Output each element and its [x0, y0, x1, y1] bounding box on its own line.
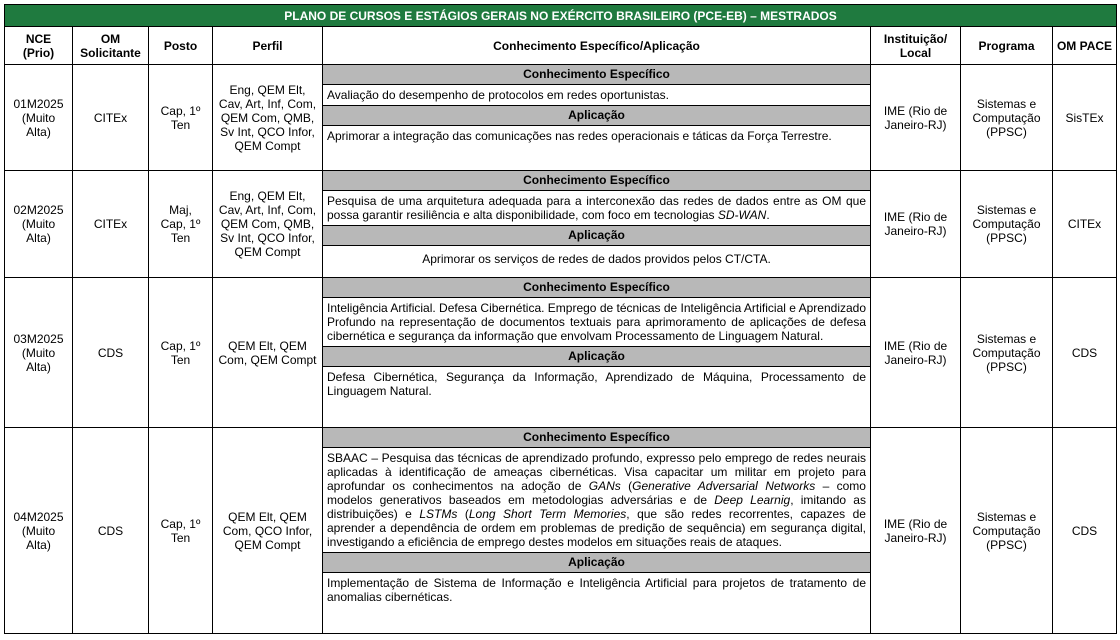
nce-cell: 04M2025 (Muito Alta) [5, 428, 73, 634]
perfil-cell: QEM Elt, QEM Com, QCO Infor, QEM Compt [213, 428, 323, 634]
text-segment: ( [620, 479, 633, 493]
header-programa: Programa [961, 27, 1053, 65]
nce-cell: 01M2025 (Muito Alta) [5, 65, 73, 171]
courses-table [4, 4, 1117, 634]
text-segment: ( [457, 507, 469, 521]
italic-term: LSTMs [419, 507, 458, 521]
italic-term: Generative Adversarial Networks [632, 479, 816, 493]
table-title: PLANO DE CURSOS E ESTÁGIOS GERAIS NO EXÉRCITO BRASILEIRO (PCE-EB) – MESTRADOS [5, 5, 1117, 27]
posto-cell: Cap, 1º Ten [149, 278, 213, 428]
application-heading: Aplicação [323, 106, 870, 126]
knowledge-cell [323, 171, 871, 278]
knowledge-heading: Conhecimento Específico [323, 428, 870, 448]
instituicao-cell: IME (Rio de Janeiro-RJ) [871, 278, 961, 428]
knowledge-cell [323, 428, 871, 634]
posto-cell: Maj, Cap, 1º Ten [149, 171, 213, 278]
header-conhecimento: Conhecimento Específico/Aplicação [323, 27, 871, 65]
application-text: Implementação de Sistema de Informação e Inteligência Artificial para projetos de tratamento de anomalias cibernéticas. [327, 576, 866, 604]
posto-cell: Cap, 1º Ten [149, 428, 213, 634]
italic-term: SD-WAN [717, 208, 767, 222]
perfil-cell: QEM Elt, QEM Com, QEM Compt [213, 278, 323, 428]
knowledge-cell [323, 278, 871, 428]
text-segment: , imitando as distribuições) e [327, 493, 866, 521]
table-row [5, 278, 1117, 428]
om-solicitante-cell: CDS [73, 278, 149, 428]
nce-cell: 03M2025 (Muito Alta) [5, 278, 73, 428]
knowledge-text: Inteligência Artificial. Defesa Cibernética. Emprego de técnicas de Inteligência Artificial e Aprendizado Profundo na representação de documentos textuais para aprimoramento de aplicações de defesa cibernética e segurança da informação que envolvam Processamento de Linguagem Natural. [323, 298, 870, 347]
knowledge-text [323, 448, 870, 553]
header-om-pace: OM PACE [1053, 27, 1117, 65]
header-posto: Posto [149, 27, 213, 65]
programa-cell: Sistemas e Computação (PPSC) [961, 278, 1053, 428]
header-om-solicitante: OM Solicitante [73, 27, 149, 65]
perfil-cell: Eng, QEM Elt, Cav, Art, Inf, Com, QEM Com, QMB, Sv Int, QCO Infor, QEM Compt [213, 65, 323, 171]
instituicao-cell: IME (Rio de Janeiro-RJ) [871, 171, 961, 278]
nce-cell: 02M2025 (Muito Alta) [5, 171, 73, 278]
italic-term: GANs [588, 479, 621, 493]
application-text: Aprimorar os serviços de redes de dados providos pelos CT/CTA. [422, 252, 771, 266]
text-segment: – como modelos generativos baseados em metodologias adversárias e de [327, 479, 866, 507]
header-row [5, 27, 1117, 65]
om-solicitante-cell: CITEx [73, 171, 149, 278]
knowledge-cell [323, 65, 871, 171]
header-perfil: Perfil [213, 27, 323, 65]
italic-term: Long Short Term Memories [468, 507, 627, 521]
programa-cell: Sistemas e Computação (PPSC) [961, 428, 1053, 634]
programa-cell: Sistemas e Computação (PPSC) [961, 65, 1053, 171]
application-heading: Aplicação [323, 226, 870, 246]
italic-term: Deep Learnig [714, 493, 791, 507]
om-pace-cell: CDS [1053, 428, 1117, 634]
text-segment: SBAAC – Pesquisa das técnicas de aprendizado profundo, expresso pelo emprego de redes neurais aplicadas à identificação de ameaças cibernéticas. Visa capacitar um militar em projeto para aprofundar os conhecimentos na adoção de [327, 451, 866, 493]
knowledge-heading: Conhecimento Específico [323, 278, 870, 298]
instituicao-cell: IME (Rio de Janeiro-RJ) [871, 428, 961, 634]
om-pace-cell: CDS [1053, 278, 1117, 428]
instituicao-cell: IME (Rio de Janeiro-RJ) [871, 65, 961, 171]
application-heading: Aplicação [323, 347, 870, 367]
perfil-cell: Eng, QEM Elt, Cav, Art, Inf, Com, QEM Com, QMB, Sv Int, QCO Infor, QEM Compt [213, 171, 323, 278]
om-pace-cell: SisTEx [1053, 65, 1117, 171]
table-row [5, 65, 1117, 171]
table-row [5, 171, 1117, 278]
knowledge-heading: Conhecimento Específico [323, 171, 870, 191]
table-row [5, 428, 1117, 634]
text-segment: , que são redes recorrentes, capazes de aprender a dependência de ordem em problemas de predição de sequência) em segurança digital, investigando a eficiência de emprego destes modelos em situações reais de ataques. [327, 507, 866, 549]
header-nce: NCE (Prio) [5, 27, 73, 65]
knowledge-text: Avaliação do desempenho de protocolos em redes oportunistas. [323, 85, 870, 106]
application-text: Aprimorar a integração das comunicações nas redes operacionais e táticas da Força Terrestre. [327, 129, 832, 143]
posto-cell: Cap, 1º Ten [149, 65, 213, 171]
header-instituicao: Instituição/ Local [871, 27, 961, 65]
knowledge-text: Pesquisa de uma arquitetura adequada para a interconexão das redes de dados entre as OM que possa garantir resiliência e alta disponibilidade, com foco em tecnologias SD-WAN. [323, 191, 870, 226]
application-heading: Aplicação [323, 553, 870, 573]
om-solicitante-cell: CDS [73, 428, 149, 634]
application-text: Defesa Cibernética, Segurança da Informação, Aprendizado de Máquina, Processamento de Linguagem Natural. [327, 370, 866, 398]
om-solicitante-cell: CITEx [73, 65, 149, 171]
knowledge-heading: Conhecimento Específico [323, 65, 870, 85]
om-pace-cell: CITEx [1053, 171, 1117, 278]
programa-cell: Sistemas e Computação (PPSC) [961, 171, 1053, 278]
